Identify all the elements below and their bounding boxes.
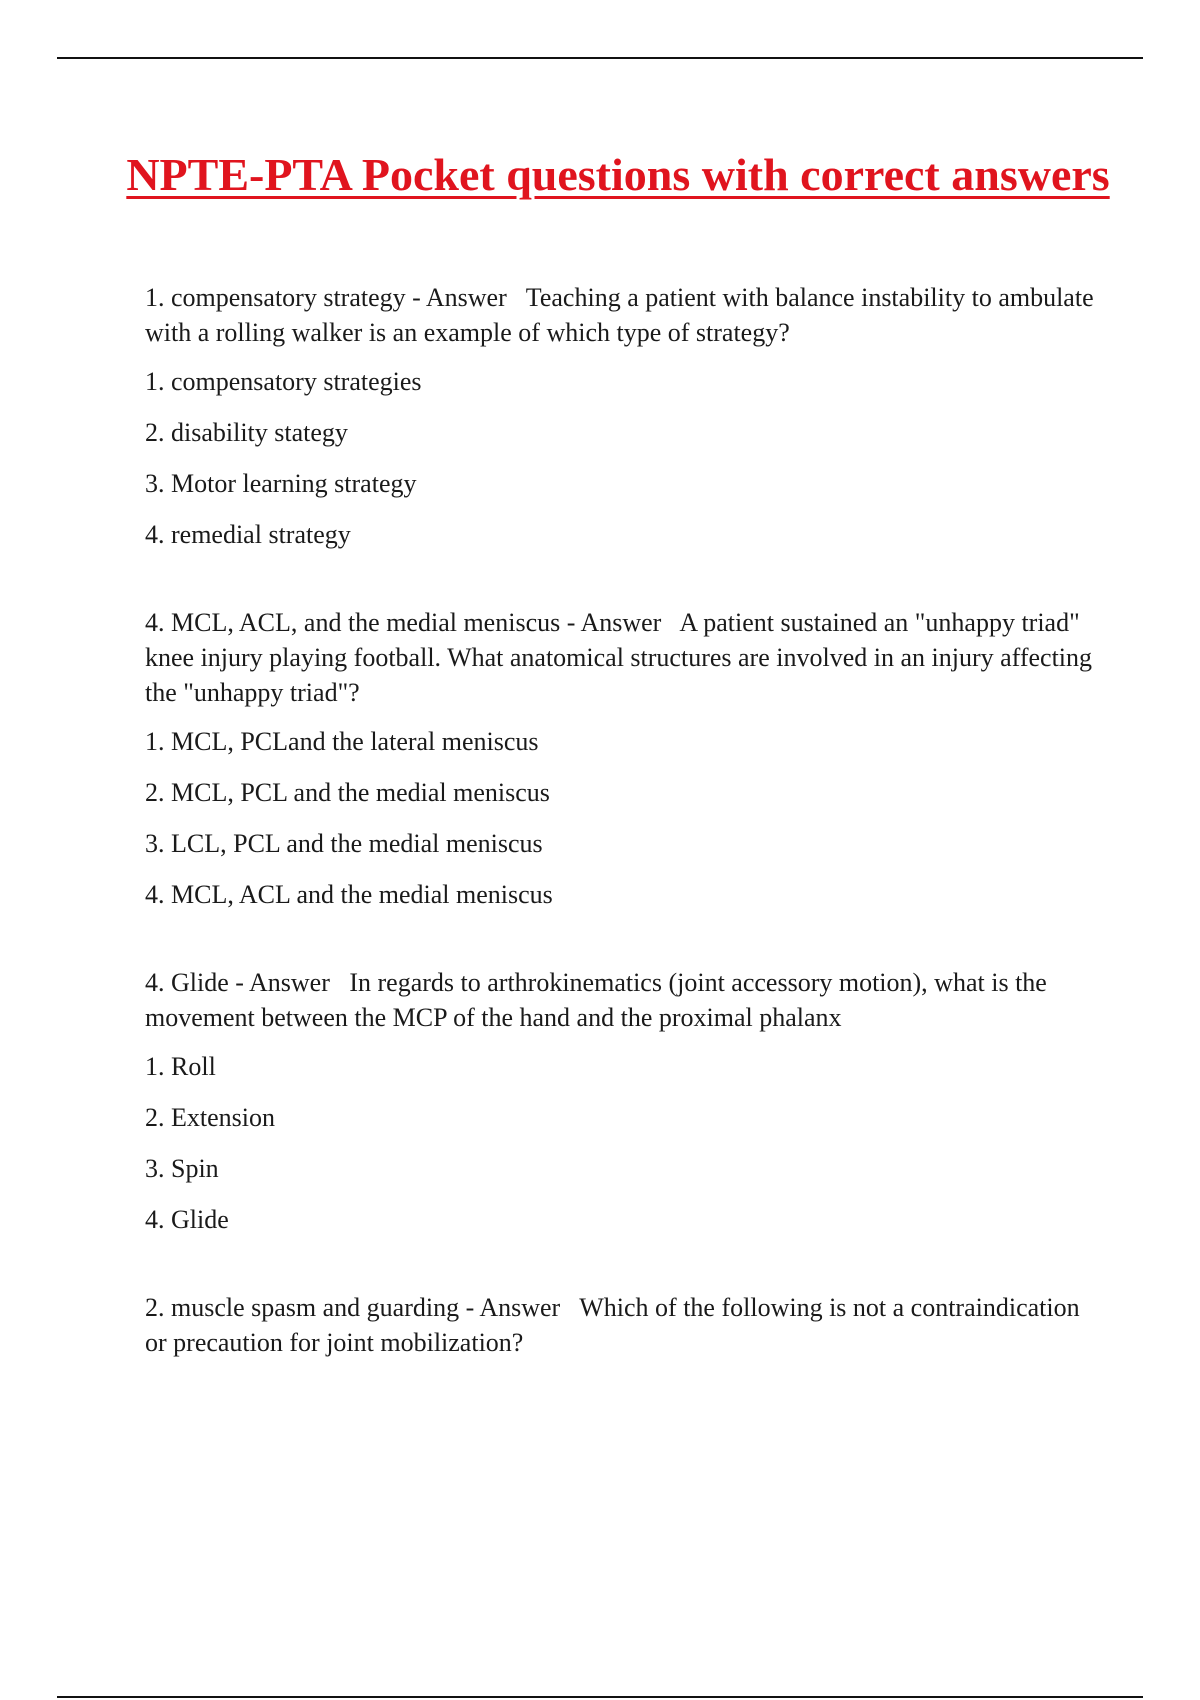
answer-option: 3. Motor learning strategy [145,469,417,498]
answer-option: 1. compensatory strategies [145,367,422,396]
answer-option: 4. Glide [145,1205,229,1234]
questions-list [145,280,1105,1413]
answer-option: 3. LCL, PCL and the medial meniscus [145,829,543,858]
answer-separator: - Answer [228,968,350,997]
question-text [145,280,1105,350]
correct-answer: 1. compensatory strategy [145,283,406,312]
question-prompt: In regards to arthrokinematics (joint accessory motion), what is the movement between the MCP of the hand and the proximal phalanx [145,968,1047,1032]
question-prompt: Which of the following is not a contraindication or precaution for joint mobilization? [145,1293,1080,1357]
correct-answer: 2. muscle spasm and guarding [145,1293,460,1322]
answer-option: 4. MCL, ACL and the medial meniscus [145,880,553,909]
answer-separator: - Answer [459,1293,580,1322]
question-text [145,1290,1105,1360]
answer-option: 3. Spin [145,1154,219,1183]
answer-option: 2. Extension [145,1103,275,1132]
answer-option: 1. Roll [145,1052,216,1081]
correct-answer: 4. MCL, ACL, and the medial meniscus [145,608,561,637]
question-prompt: A patient sustained an "unhappy triad" knee injury playing football. What anatomical structures are involved in an injury affecting the "unhappy triad"? [145,608,1093,707]
correct-answer: 4. Glide [145,968,229,997]
answer-option: 2. MCL, PCL and the medial meniscus [145,778,550,807]
question-block-2 [145,605,1105,912]
answer-option: 2. disability stategy [145,418,348,447]
question-block-4 [145,1290,1105,1360]
question-block-3 [145,965,1105,1237]
answer-options [145,724,1105,912]
document-title: NPTE-PTA Pocket questions with correct answers [126,149,1110,200]
answer-option: 1. MCL, PCLand the lateral meniscus [145,727,539,756]
answer-option: 4. remedial strategy [145,520,351,549]
question-prompt: Teaching a patient with balance instability to ambulate with a rolling walker is an example of which type of strategy? [145,283,1094,347]
question-text [145,605,1105,710]
answer-separator: - Answer [560,608,680,637]
question-text [145,965,1105,1035]
answer-separator: - Answer [405,283,526,312]
question-block-1 [145,280,1105,552]
answer-options [145,1049,1105,1237]
top-rule [57,57,1143,59]
bottom-rule [57,1696,1143,1698]
answer-options [145,364,1105,552]
